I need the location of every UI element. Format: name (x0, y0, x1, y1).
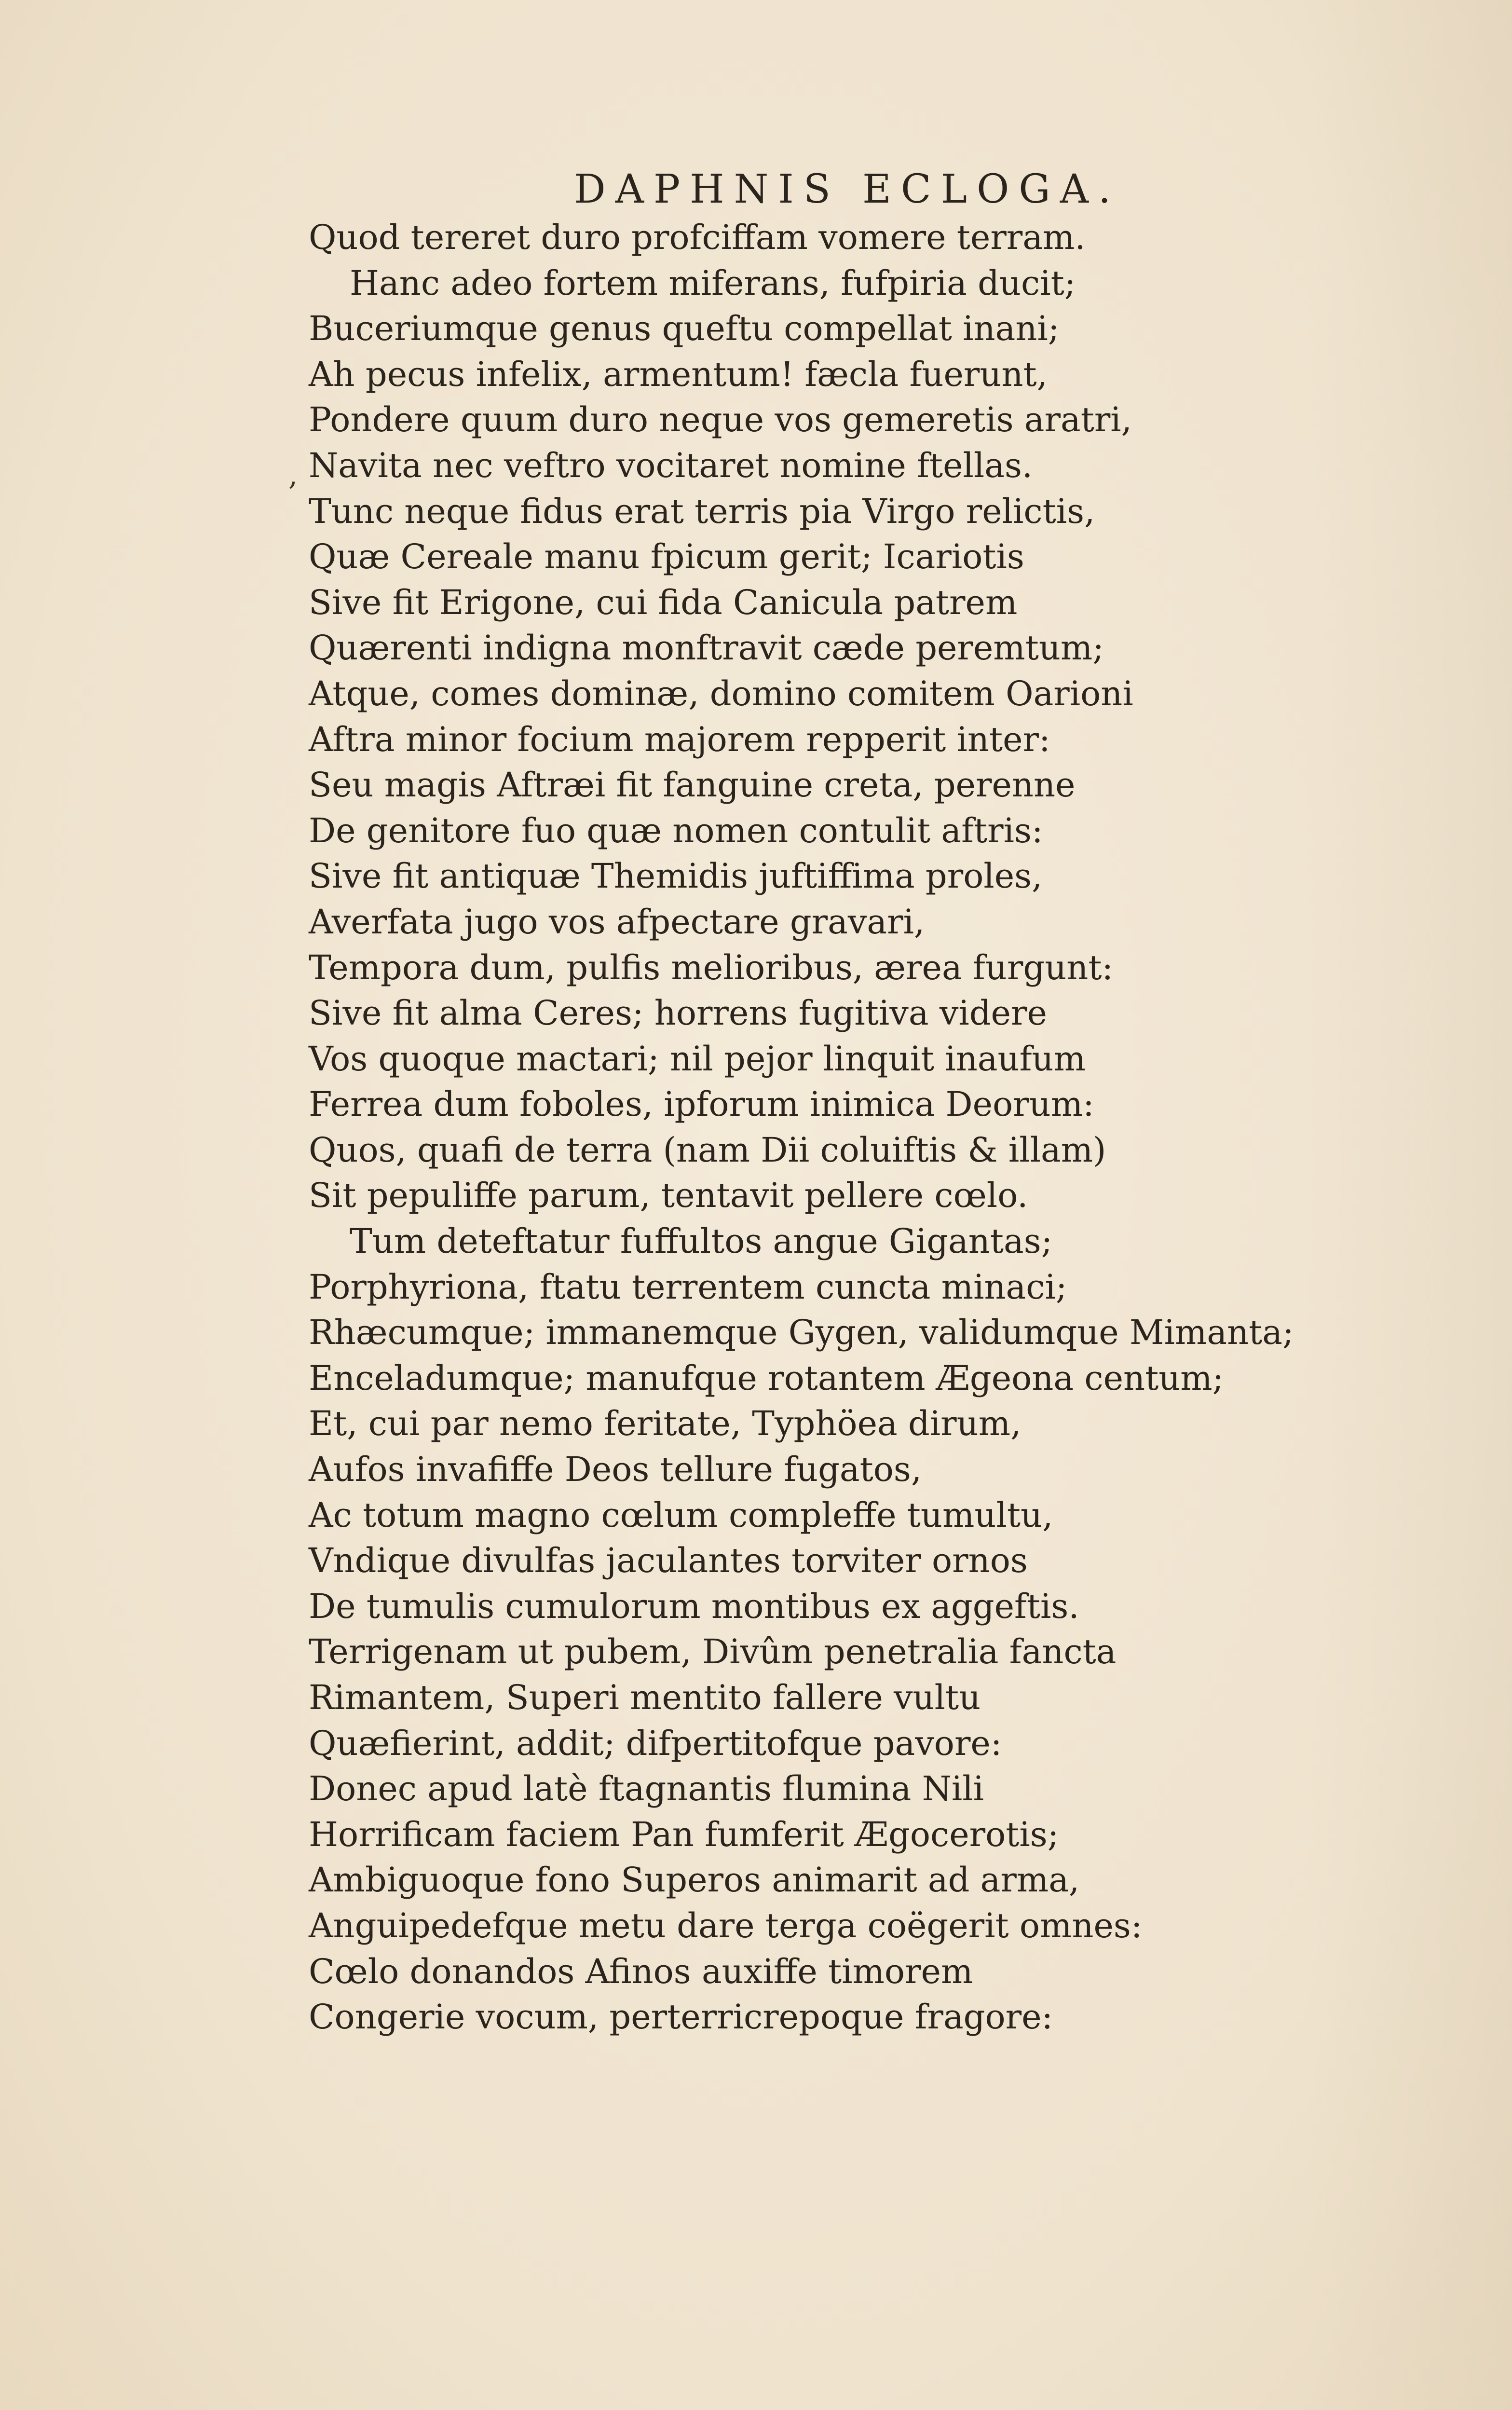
verse-line: Seu magis Aftræi fit fanguine creta, perenne (309, 765, 1076, 805)
running-head: DAPHNIS ECLOGA. (574, 166, 1121, 212)
verse-line: Quod tereret duro profciffam vomere terram. (309, 218, 1086, 257)
verse-line: Ambiguoque fono Superos animarit ad arma, (309, 1860, 1080, 1900)
verse-line: Quos, quafi de terra (nam Dii coluiftis & illam) (309, 1130, 1106, 1170)
verse-line: Vos quoque mactari; nil pejor linquit inaufum (309, 1039, 1086, 1079)
verse-line: Sive fit Erigone, cui fida Canicula patrem (309, 582, 1018, 622)
verse-line: Vndique divulfas jaculantes torviter ornos (309, 1541, 1028, 1581)
verse-line: Navita nec veftro vocitaret nomine ftellas. (309, 445, 1033, 485)
verse-line: Sit pepuliffe parum, tentavit pellere cœlo. (309, 1176, 1028, 1216)
verse-line: Hanc adeo fortem miferans, fufpiria ducit; (350, 263, 1076, 303)
verse-line: Atque, comes dominæ, domino comitem Oarioni (309, 673, 1133, 713)
verse-line: Tunc neque fidus erat terris pia Virgo relictis, (309, 491, 1095, 531)
verse-line: Averfata jugo vos afpectare gravari, (309, 902, 925, 942)
verse-line: Tum deteftatur fuffultos angue Gigantas; (350, 1221, 1053, 1261)
verse-line: Cœlo donandos Afinos auxiffe timorem (309, 1951, 973, 1991)
verse-line: Anguipedefque metu dare terga coëgerit omnes: (309, 1905, 1143, 1945)
verse-line: Pondere quum duro neque vos gemeretis aratri, (309, 400, 1132, 440)
verse-line: De tumulis cumulorum montibus ex aggeftis. (309, 1586, 1079, 1626)
verse-line: Buceriumque genus queftu compellat inani; (309, 309, 1060, 349)
verse-line: Sive fit antiquæ Themidis juftiffima proles, (309, 856, 1043, 896)
verse-line: Sive fit alma Ceres; horrens fugitiva videre (309, 993, 1047, 1033)
verse-line: Congerie vocum, perterricrepoque fragore: (309, 1997, 1053, 2037)
verse-line: Quæfierint, addit; difpertitofque pavore: (309, 1723, 1002, 1763)
verse-line: Porphyriona, ftatu terrentem cuncta minaci; (309, 1267, 1067, 1307)
verse-line: Ferrea dum foboles, ipforum inimica Deorum: (309, 1084, 1094, 1124)
verse-text-block (309, 215, 1370, 2040)
verse-line: Enceladumque; manufque rotantem Ægeona centum; (309, 1358, 1224, 1398)
verse-line: De genitore fuo quæ nomen contulit aftris: (309, 810, 1043, 850)
verse-line: Quærenti indigna monftravit cæde peremtum; (309, 628, 1104, 668)
verse-line: Rimantem, Superi mentito fallere vultu (309, 1678, 981, 1717)
margin-mark: , (288, 458, 298, 492)
verse-line: Ah pecus infelix, armentum! fæcla fuerunt, (309, 354, 1048, 394)
verse-line: Donec apud latè ftagnantis flumina Nili (309, 1769, 984, 1809)
verse-line: Aufos invafiffe Deos tellure fugatos, (309, 1450, 922, 1490)
verse-line: Et, cui par nemo feritate, Typhöea dirum, (309, 1404, 1022, 1444)
verse-line: Quæ Cereale manu fpicum gerit; Icariotis (309, 537, 1024, 577)
verse-line: Terrigenam ut pubem, Divûm penetralia fancta (309, 1632, 1117, 1672)
verse-line: Tempora dum, pulfis melioribus, ærea furgunt: (309, 947, 1114, 987)
verse-line: Rhæcumque; immanemque Gygen, validumque Mimanta; (309, 1313, 1294, 1353)
verse-line: Ac totum magno cœlum compleffe tumultu, (309, 1495, 1053, 1535)
verse-line: Horrificam faciem Pan fumferit Ægocerotis; (309, 1814, 1059, 1854)
verse-line: Aftra minor focium majorem repperit inter: (309, 719, 1050, 759)
